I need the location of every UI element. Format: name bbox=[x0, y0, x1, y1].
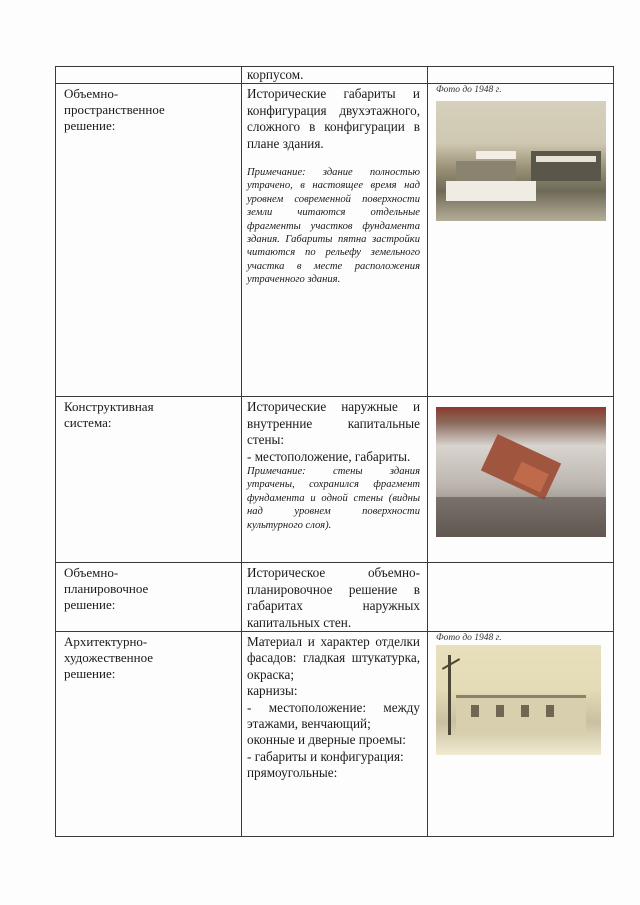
row-note: Примечание: стены здания утрачены, сохранился фрагмент фундамента и одной стены (видны над уровнем поверхности культурного слоя). bbox=[247, 466, 420, 531]
historic-building-photo bbox=[436, 101, 606, 221]
row-text-line: прямоугольные: bbox=[247, 765, 338, 781]
row-text-cell bbox=[242, 84, 428, 397]
row-text: корпусом. bbox=[247, 67, 304, 82]
row-label bbox=[56, 67, 241, 69]
row-text: Исторические наружные и внутренние капитальные стены: bbox=[247, 399, 420, 448]
row-label-cell bbox=[56, 397, 242, 563]
row-text-detail: - местоположение, габариты. bbox=[247, 448, 411, 464]
row-label: Объемно- пространственное решение: bbox=[64, 86, 165, 134]
row-text-cell bbox=[242, 397, 428, 563]
row-note: Примечание: здание полностью утрачено, в настоящее время над уровнем современной поверхности земли читаются отдельные фрагменты участков фундамента здания. Габариты пятна застройки читаются по рельефу земельного участка в месте расположения утраченного здания. bbox=[247, 167, 420, 286]
photo-caption: Фото до 1948 г. bbox=[436, 85, 502, 96]
table-row bbox=[56, 397, 614, 563]
row-text-cell bbox=[242, 563, 428, 632]
table-row bbox=[56, 84, 614, 397]
row-label: Архитектурно- художественное решение: bbox=[64, 634, 154, 682]
row-text-line: - габариты и конфигурация: bbox=[247, 748, 404, 764]
row-text: Исторические габариты и конфигурация двухэтажного, сложного в конфигурации в плане здания. bbox=[247, 86, 420, 151]
row-text: Историческое объемно-планировочное решение в габаритах наружных капитальных стен. bbox=[247, 565, 420, 630]
table-row bbox=[56, 632, 614, 837]
row-text-line: оконные и дверные проемы: bbox=[247, 732, 406, 748]
row-label-cell bbox=[56, 67, 242, 84]
row-photo-cell bbox=[428, 563, 614, 632]
row-label: Конструктивная система: bbox=[64, 399, 154, 431]
row-text-line: - местоположение: между этажами, венчающий; bbox=[247, 699, 420, 732]
row-photo-cell bbox=[428, 84, 614, 397]
row-text-line: карнизы: bbox=[247, 683, 298, 699]
row-photo-cell bbox=[428, 67, 614, 84]
row-label: Объемно- планировочное решение: bbox=[64, 565, 149, 613]
row-label-cell bbox=[56, 632, 242, 837]
table-row bbox=[56, 67, 614, 84]
row-label-cell bbox=[56, 563, 242, 632]
row-text-cell bbox=[242, 632, 428, 837]
foundation-fragment-photo bbox=[436, 407, 606, 537]
photo-caption: Фото до 1948 г. bbox=[436, 633, 502, 644]
row-photo-cell bbox=[428, 397, 614, 563]
table-row bbox=[56, 563, 614, 632]
historic-facade-photo bbox=[436, 645, 601, 755]
row-text-line: Материал и характер отделки фасадов: гладкая штукатурка, окраска; bbox=[247, 634, 420, 682]
row-photo-cell bbox=[428, 632, 614, 837]
row-text-cell bbox=[242, 67, 428, 84]
specification-table bbox=[55, 66, 614, 837]
row-label-cell bbox=[56, 84, 242, 397]
